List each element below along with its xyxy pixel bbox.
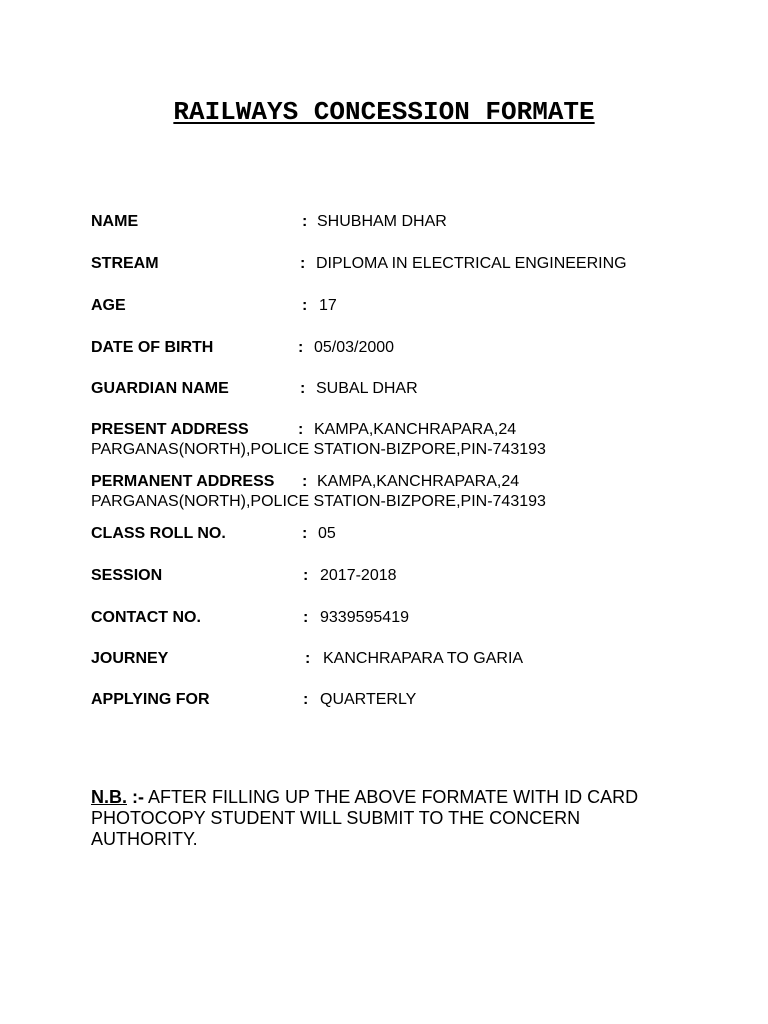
field-separator: : [300,255,306,272]
address-continuation: PARGANAS(NORTH),POLICE STATION-BIZPORE,PIN-743193 [91,493,546,510]
note-label: N.B. [91,787,127,807]
field-label: STREAM [91,255,159,272]
field-separator: : [302,473,308,490]
field-separator: : [303,609,309,626]
title-text: RAILWAYS CONCESSION FORMATE [173,97,595,127]
field-separator: : [298,421,304,438]
field-value: 9339595419 [320,609,409,626]
field-value: 05/03/2000 [314,339,395,356]
field-label: APPLYING FOR [91,691,210,708]
field-value: DIPLOMA IN ELECTRICAL ENGINEERING [316,255,627,272]
field-value: QUARTERLY [320,691,417,708]
field-separator: : [305,650,311,667]
field-row-present-address [91,420,691,460]
field-label: JOURNEY [91,650,169,667]
field-separator: : [302,525,308,542]
field-value: KANCHRAPARA TO GARIA [323,650,524,667]
field-separator: : [298,339,304,356]
field-separator: : [300,380,306,397]
field-value: SUBAL DHAR [316,380,418,397]
field-label: NAME [91,213,139,230]
note-block [91,787,651,850]
field-label: AGE [91,297,126,314]
page-title [0,96,768,128]
field-separator: : [302,213,308,230]
field-row-permanent-address [91,472,691,512]
note-separator: :- [132,787,145,807]
field-label: PERMANENT ADDRESS [91,473,275,490]
field-value: 17 [319,297,337,314]
field-value: 05 [318,525,336,542]
field-label: SESSION [91,567,163,584]
note-text: AFTER FILLING UP THE ABOVE FORMATE WITH ID CARD PHOTOCOPY STUDENT WILL SUBMIT TO THE CONCERN AUTHORITY. [91,787,639,849]
field-label: CLASS ROLL NO. [91,525,226,542]
field-separator: : [303,567,309,584]
field-separator: : [303,691,309,708]
field-value: KAMPA,KANCHRAPARA,24 [314,421,517,438]
field-label: PRESENT ADDRESS [91,421,249,438]
address-continuation: PARGANAS(NORTH),POLICE STATION-BIZPORE,PIN-743193 [91,441,546,458]
field-value: SHUBHAM DHAR [317,213,447,230]
field-value: KAMPA,KANCHRAPARA,24 [317,473,520,490]
field-separator: : [302,297,308,314]
field-label: DATE OF BIRTH [91,339,214,356]
field-label: CONTACT NO. [91,609,201,626]
field-value: 2017-2018 [320,567,397,584]
field-label: GUARDIAN NAME [91,380,229,397]
